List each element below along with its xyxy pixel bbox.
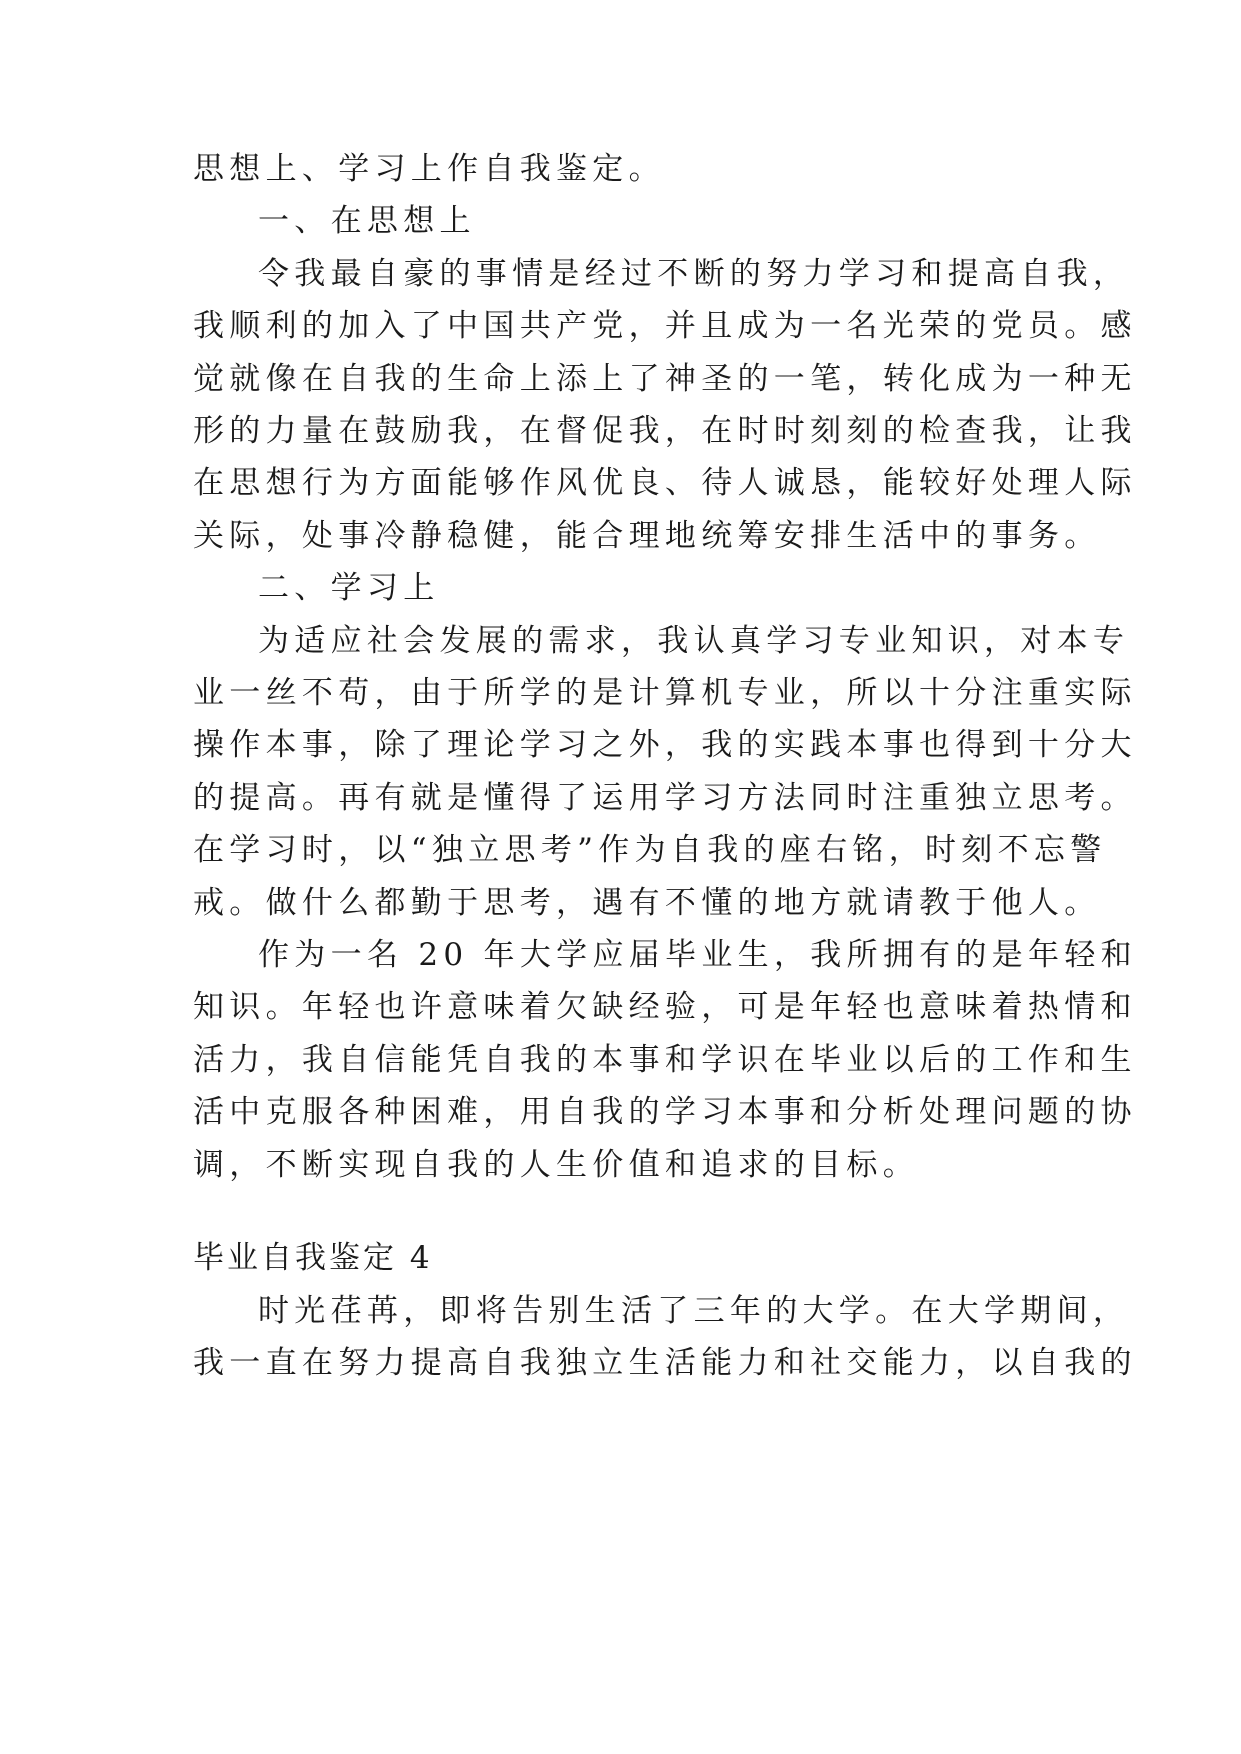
paragraph-line: 我一直在努力提高自我独立生活能力和社交能力，以自我的 bbox=[193, 1345, 1137, 1381]
section-heading-thought: 一、在思想上 bbox=[258, 203, 476, 239]
paragraph-line: 觉就像在自我的生命上添上了神圣的一笔，转化成为一种无 bbox=[193, 361, 1137, 397]
paragraph-line: 在思想行为方面能够作风优良、待人诚恳，能较好处理人际 bbox=[193, 465, 1137, 501]
text-line: 思想上、学习上作自我鉴定。 bbox=[193, 151, 665, 187]
paragraph-line: 调，不断实现自我的人生价值和追求的目标。 bbox=[193, 1147, 919, 1183]
paragraph-line: 在学习时，以“独立思考”作为自我的座右铭，时刻不忘警 bbox=[193, 832, 1107, 868]
paragraph-line: 操作本事，除了理论学习之外，我的实践本事也得到十分大 bbox=[193, 727, 1137, 763]
paragraph-line: 关际，处事冷静稳健，能合理地统筹安排生活中的事务。 bbox=[193, 518, 1101, 554]
paragraph-line: 知识。年轻也许意味着欠缺经验，可是年轻也意味着热情和 bbox=[193, 989, 1137, 1025]
section-title: 毕业自我鉴定 4 bbox=[193, 1240, 433, 1276]
paragraph-line: 戒。做什么都勤于思考，遇有不懂的地方就请教于他人。 bbox=[193, 885, 1101, 921]
paragraph-line: 业一丝不苟，由于所学的是计算机专业，所以十分注重实际 bbox=[193, 675, 1137, 711]
paragraph-line: 作为一名 20 年大学应届毕业生，我所拥有的是年轻和 bbox=[258, 937, 1137, 973]
paragraph-line: 活中克服各种困难，用自我的学习本事和分析处理问题的协 bbox=[193, 1094, 1137, 1130]
paragraph-line: 令我最自豪的事情是经过不断的努力学习和提高自我， bbox=[258, 256, 1130, 292]
paragraph-line: 我顺利的加入了中国共产党，并且成为一名光荣的党员。感 bbox=[193, 308, 1137, 344]
paragraph-line: 为适应社会发展的需求，我认真学习专业知识，对本专 bbox=[258, 623, 1130, 659]
paragraph-line: 的提高。再有就是懂得了运用学习方法同时注重独立思考。 bbox=[193, 780, 1137, 816]
paragraph-line: 时光荏苒，即将告别生活了三年的大学。在大学期间， bbox=[258, 1293, 1130, 1329]
paragraph-line: 形的力量在鼓励我，在督促我，在时时刻刻的检查我，让我 bbox=[193, 413, 1137, 449]
paragraph-line: 活力，我自信能凭自我的本事和学识在毕业以后的工作和生 bbox=[193, 1042, 1137, 1078]
section-heading-study: 二、学习上 bbox=[258, 570, 440, 606]
